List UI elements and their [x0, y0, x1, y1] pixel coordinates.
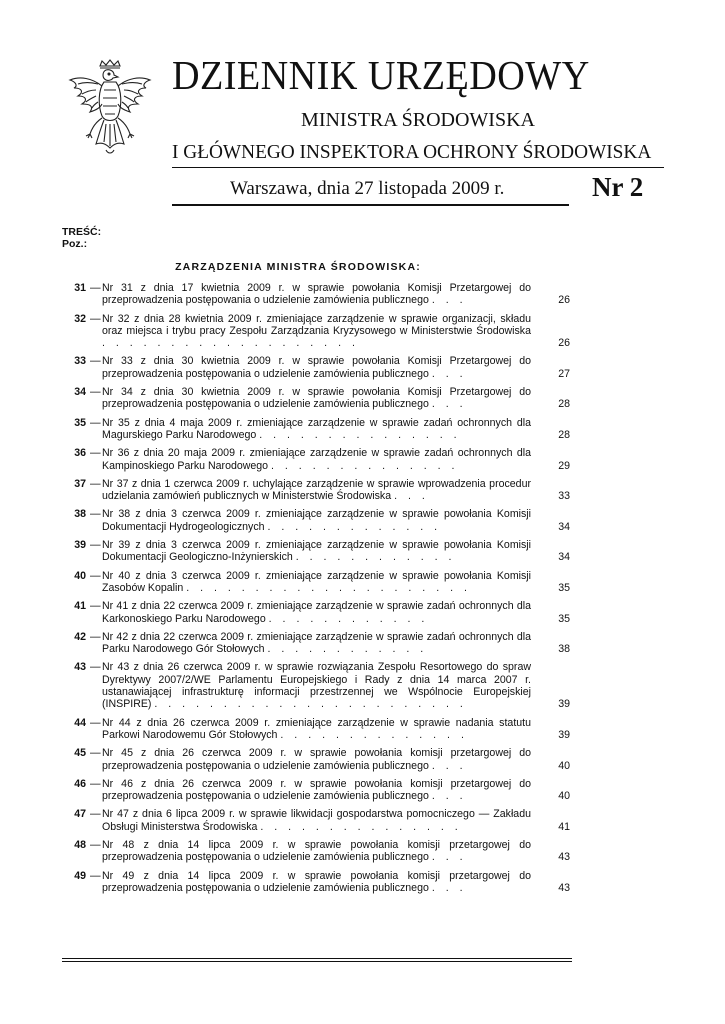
toc-entry-leader-dots: . . . . . . . . . . . . . .	[271, 459, 459, 472]
toc-entry[interactable]	[62, 447, 574, 472]
toc-entry-title: Nr 42 z dnia 22 czerwca 2009 r. zmieniające zarządzenie w sprawie zadań ochronnych dla Parku Narodowego Gór Stołowych	[102, 630, 531, 656]
table-of-contents	[62, 282, 574, 900]
publication-subtitle-line2: I GŁÓWNEGO INSPEKTORA OCHRONY ŚRODOWISKA	[172, 141, 652, 163]
toc-entry-page: 26	[558, 337, 570, 350]
toc-entry-page: 40	[558, 790, 570, 803]
toc-entry-number: 49	[74, 869, 86, 882]
toc-entry-number: 33	[74, 355, 86, 368]
toc-section-title: ZARZĄDZENIA MINISTRA ŚRODOWISKA:	[175, 261, 421, 273]
toc-entry-dash: —	[90, 312, 101, 325]
toc-entry-title: Nr 34 z dnia 30 kwietnia 2009 r. w sprawie powołania Komisji Przetargowej do przeprowadzenia postępowania o udzielenie zamówienia publicznego	[102, 386, 531, 411]
toc-entry-dash: —	[90, 661, 101, 674]
toc-entry[interactable]	[62, 508, 574, 533]
toc-entry-title: Nr 39 z dnia 3 czerwca 2009 r. zmieniające zarządzenie w sprawie powołania Komisji Dokumentacji Geologiczno-Inżynierskich	[102, 539, 531, 564]
toc-entry-title: Nr 37 z dnia 1 czerwca 2009 r. uchylające zarządzenie w sprawie wprowadzenia procedur udzielania zamówień publicznych w Ministerstwie Środowiska	[102, 477, 531, 503]
toc-entry-title: Nr 38 z dnia 3 czerwca 2009 r. zmieniające zarządzenie w sprawie powołania Komisji Dokumentacji Hydrogeologicznych	[102, 508, 531, 533]
toc-entry-title: Nr 46 z dnia 26 czerwca 2009 r. w sprawie powołania komisji przetargowej do przeprowadzenia postępowania o udzielenie zamówienia publicznego	[102, 777, 531, 803]
toc-entry[interactable]	[62, 313, 574, 350]
toc-entry-page: 43	[558, 881, 570, 894]
toc-entry-number: 43	[74, 661, 86, 674]
toc-entry-dash: —	[90, 477, 101, 490]
toc-entry-leader-dots: . . .	[431, 367, 467, 380]
toc-entry-number: 39	[74, 539, 86, 552]
toc-entry-number: 45	[74, 747, 86, 760]
toc-entry-leader-dots: . . .	[431, 790, 467, 803]
toc-entry-page: 39	[558, 728, 570, 741]
toc-entry-leader-dots: . . .	[431, 398, 467, 411]
toc-entry-number: 31	[74, 282, 86, 294]
toc-entry-page: 34	[558, 551, 570, 564]
toc-entry[interactable]	[62, 661, 574, 710]
toc-entry-leader-dots: . . . . . . . . . . . . . . . . . . . . . . .	[154, 698, 467, 711]
toc-entry-title: Nr 35 z dnia 4 maja 2009 r. zmieniające zarządzenie w sprawie zadań ochronnych dla Magurskiego Parku Narodowego	[102, 416, 531, 441]
toc-entry-title: Nr 40 z dnia 3 czerwca 2009 r. zmieniające zarządzenie w sprawie powołania Komisji Zasobów Kopalin	[102, 569, 531, 594]
toc-entry-leader-dots: . . .	[431, 759, 467, 772]
toc-entry-page: 33	[558, 490, 570, 503]
toc-entry-dash: —	[90, 447, 101, 460]
toc-entry-dash: —	[90, 355, 101, 368]
toc-entry-dash: —	[90, 569, 101, 582]
toc-entry-leader-dots: . . . . . . . . . . . . . .	[280, 728, 468, 741]
toc-entry[interactable]	[62, 631, 574, 656]
toc-entry-leader-dots: . . . . . . . . . . . . . . . . . . .	[102, 337, 359, 350]
toc-entry-number: 38	[74, 508, 86, 521]
toc-entry[interactable]	[62, 282, 574, 307]
toc-entry-dash: —	[90, 630, 101, 643]
toc-entry-page: 27	[558, 367, 570, 380]
toc-entry[interactable]	[62, 386, 574, 411]
toc-entry-leader-dots: . . . . . . . . . . . . . . .	[259, 428, 461, 441]
toc-entry-title: Nr 41 z dnia 22 czerwca 2009 r. zmieniające zarządzenie w sprawie zadań ochronnych dla Karkonoskiego Parku Narodowego	[102, 600, 531, 625]
toc-entry-number: 32	[74, 312, 86, 325]
toc-entry-number: 35	[74, 416, 86, 429]
toc-entry-leader-dots: . . . . . . . . . . . . . . .	[260, 820, 462, 833]
dateline: Warszawa, dnia 27 listopada 2009 r.	[230, 178, 505, 199]
toc-entry-dash: —	[90, 777, 101, 790]
toc-entry-title: Nr 33 z dnia 30 kwietnia 2009 r. w sprawie powołania Komisji Przetargowej do przeprowadzenia postępowania o udzielenie zamówienia publicznego	[102, 355, 531, 380]
toc-entry[interactable]	[62, 600, 574, 625]
toc-entry-page: 29	[558, 459, 570, 472]
toc-entry-dash: —	[90, 416, 101, 429]
toc-entry-leader-dots: . . . . . . . . . . . .	[295, 551, 456, 564]
toc-entry-title: Nr 31 z dnia 17 kwietnia 2009 r. w sprawie powołania Komisji Przetargowej do przeprowadzenia postępowania o udzielenie zamówienia publicznego	[102, 282, 531, 307]
toc-entry-number: 42	[74, 630, 86, 643]
toc-entry-page: 34	[558, 520, 570, 533]
toc-entry[interactable]	[62, 778, 574, 803]
toc-entry-leader-dots: . . . . . . . . . . . . . . . . . . . . .	[186, 581, 471, 594]
toc-entry-leader-dots: . . .	[394, 490, 429, 503]
toc-entry-dash: —	[90, 838, 101, 851]
toc-entry-page: 35	[558, 612, 570, 625]
publication-title: DZIENNIK URZĘDOWY	[172, 52, 590, 98]
toc-entry-page: 40	[558, 759, 570, 772]
toc-entry[interactable]	[62, 570, 574, 595]
toc-heading: TREŚĆ:	[62, 226, 102, 238]
toc-entry-title: Nr 48 z dnia 14 lipca 2009 r. w sprawie powołania komisji przetargowej do przeprowadzenia postępowania o udzielenie zamówienia publicznego	[102, 838, 531, 864]
publication-subtitle-line1: MINISTRA ŚRODOWISKA	[301, 109, 535, 131]
toc-entry-number: 36	[74, 447, 86, 460]
toc-entry[interactable]	[62, 717, 574, 742]
toc-entry-title: Nr 45 z dnia 26 czerwca 2009 r. w sprawie powołania komisji przetargowej do przeprowadzenia postępowania o udzielenie zamówienia publicznego	[102, 747, 531, 772]
toc-entry-title: Nr 36 z dnia 20 maja 2009 r. zmieniające zarządzenie w sprawie zadań ochronnych dla Kampinoskiego Parku Narodowego	[102, 447, 531, 472]
toc-entry-number: 37	[74, 477, 86, 490]
toc-entry-page: 28	[558, 428, 570, 441]
toc-entry-leader-dots: . . .	[431, 294, 467, 307]
issue-number: Nr 2	[592, 172, 644, 202]
footer-divider-upper	[62, 958, 572, 959]
polish-eagle-emblem-icon	[62, 58, 158, 162]
toc-entry-dash: —	[90, 386, 101, 399]
toc-entry-leader-dots: . . . . . . . . . . . .	[268, 612, 429, 625]
toc-entry-number: 44	[74, 716, 86, 729]
toc-entry-number: 48	[74, 838, 86, 851]
toc-entry-title: Nr 44 z dnia 26 czerwca 2009 r. zmieniające zarządzenie w sprawie nadania statutu Parkowi Narodowemu Gór Stołowych	[102, 716, 531, 741]
toc-position-label: Poz.:	[62, 238, 88, 250]
toc-entry-dash: —	[90, 282, 101, 294]
footer-divider-lower	[62, 961, 572, 962]
toc-entry-title: Nr 43 z dnia 26 czerwca 2009 r. w sprawie rozwiązania Zespołu Resortowego do spraw Dyrektywy 2007/2/WE Parlamentu Europejskiego i Rady z dnia 14 marca 2007 r. ustanawiającej infrastrukturę informacji przestrzennej we Wspólnocie Europejskiej (INSPIRE)	[102, 661, 531, 711]
toc-entry-leader-dots: . . . . . . . . . . . . .	[267, 520, 442, 533]
toc-entry[interactable]	[62, 839, 574, 864]
dateline-divider	[172, 204, 569, 206]
toc-entry-number: 46	[74, 777, 86, 790]
toc-entry-dash: —	[90, 808, 101, 821]
toc-entry[interactable]	[62, 539, 574, 564]
toc-entry-dash: —	[90, 600, 101, 613]
toc-entry-dash: —	[90, 869, 101, 882]
toc-entry-page: 41	[558, 820, 570, 833]
toc-entry-page: 43	[558, 851, 570, 864]
toc-entry[interactable]	[62, 870, 574, 895]
toc-entry-title: Nr 49 z dnia 14 lipca 2009 r. w sprawie powołania komisji przetargowej do przeprowadzenia postępowania o udzielenie zamówienia publicznego	[102, 869, 531, 894]
toc-entry-dash: —	[90, 716, 101, 729]
toc-entry-page: 26	[558, 294, 570, 307]
toc-entry-dash: —	[90, 539, 101, 552]
toc-entry-leader-dots: . . .	[431, 881, 467, 894]
toc-entry-leader-dots: . . . . . . . . . . . .	[267, 643, 428, 656]
toc-entry[interactable]	[62, 417, 574, 442]
toc-entry[interactable]	[62, 747, 574, 772]
toc-entry-title: Nr 32 z dnia 28 kwietnia 2009 r. zmieniające zarządzenie w sprawie organizacji, składu oraz miejsca i trybu pracy Zespołu Zarządzania Kryzysowego w Ministerstwie Środowiska	[102, 312, 531, 337]
toc-entry-page: 39	[558, 698, 570, 711]
toc-entry-page: 38	[558, 643, 570, 656]
toc-entry-number: 40	[74, 569, 86, 582]
toc-entry[interactable]	[62, 478, 574, 503]
masthead-divider	[172, 167, 664, 168]
toc-entry[interactable]	[62, 808, 574, 833]
toc-entry-dash: —	[90, 508, 101, 521]
toc-entry-page: 28	[558, 398, 570, 411]
toc-entry-page: 35	[558, 581, 570, 594]
toc-entry-number: 34	[74, 386, 86, 399]
toc-entry-leader-dots: . . .	[431, 851, 467, 864]
toc-entry[interactable]	[62, 355, 574, 380]
toc-entry-number: 47	[74, 808, 86, 821]
toc-entry-title: Nr 47 z dnia 6 lipca 2009 r. w sprawie likwidacji gospodarstwa pomocniczego — Zakładu Obsługi Ministerstwa Środowiska	[102, 808, 531, 833]
toc-entry-number: 41	[74, 600, 86, 613]
toc-entry-dash: —	[90, 747, 101, 760]
